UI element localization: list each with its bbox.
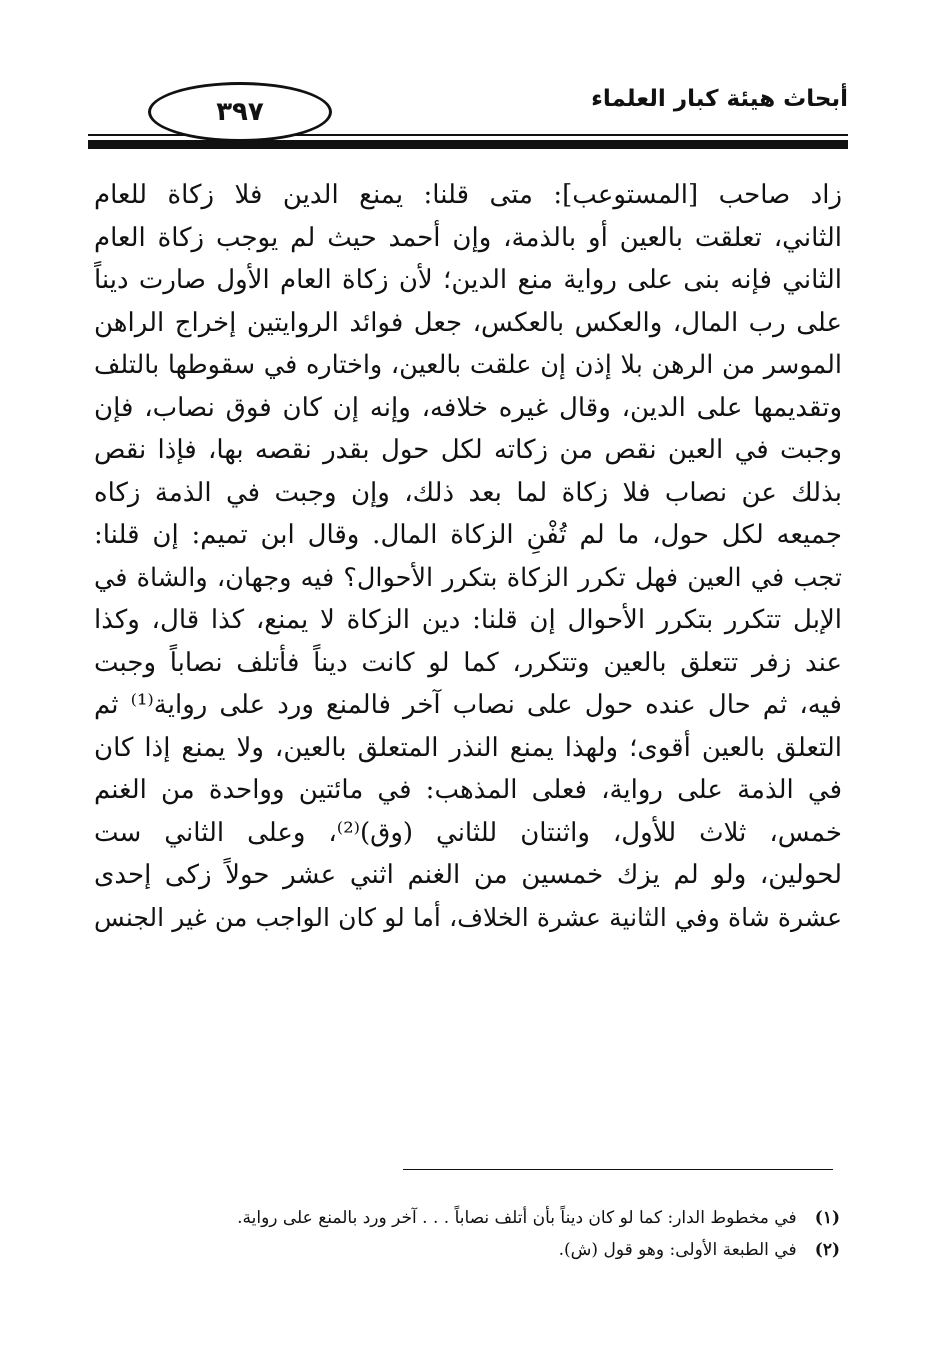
text-line: بذلك عن نصاب فلا زكاة لما بعد ذلك، وإن وجبت في الذمة زكاه [94,477,842,508]
text-line: عند زفر تتعلق بالعين وتتكرر، كما لو كانت ديناً فأتلف نصاباً وجبت [94,647,842,678]
footnote-marker: (٢) [814,1240,840,1260]
page-number-oval [148,82,332,142]
text-line: عشرة شاة وفي الثانية عشرة الخلاف، أما لو كان الواجب من غير الجنس [94,902,842,932]
text-line: على رب المال، والعكس بالعكس، جعل فوائد الروايتين إخراج الراهن [94,307,842,338]
text-line: التعلق بالعين أقوى؛ ولهذا يمنع النذر المتعلق بالعين، ولا يمنع إذا كان [94,732,842,763]
body-text [94,174,842,939]
header-rule-thick [88,140,848,149]
footnote-1 [160,1202,840,1234]
text-line: الثاني فإنه بنى على رواية منع الدين؛ لأن زكاة العام الأول صارت ديناً [94,265,842,295]
footnote-2 [160,1234,840,1266]
text-line: الموسر من الرهن بلا إذن إن علقت بالعين، واختاره في سقوطها بالتلف [94,350,842,380]
footnote-marker: (١) [814,1208,840,1228]
footnote-separator [403,1169,833,1170]
text-line: زاد صاحب [المستوعب]: متى قلنا: يمنع الدين فلا زكاة للعام [94,180,842,210]
footnote-text: في الطبعة الأولى: وهو قول (ش). [558,1240,797,1260]
text-line: في الذمة على رواية، فعلى المذهب: في مائتين وواحدة من الغنم [94,775,842,805]
text-line: الثاني، تعلقت بالعين أو بالذمة، وإن أحمد حيث لم يوجب زكاة العام [94,222,842,253]
page-number: ٣٩٧ [216,97,264,127]
footnote-text: في مخطوط الدار: كما لو كان ديناً بأن أتلف نصاباً . . . آخر ورد بالمنع على رواية. [237,1208,797,1228]
page-header [88,78,848,154]
text-line: فيه، ثم حال عنده حول على نصاب آخر فالمنع ورد على رواية⁽¹⁾ ثم [94,690,842,720]
text-line: وتقديمها على الدين، وقال غيره خلافه، وإنه إن كان فوق نصاب، فإن [94,392,842,423]
text-line: جميعه لكل حول، ما لم تُفْنِ الزكاة المال. وقال ابن تميم: إن قلنا: [94,520,842,550]
footnotes [160,1202,840,1266]
text-line: خمس، ثلاث للأول، واثنتان للثاني (وق)⁽²⁾، وعلى الثاني ست [94,817,842,848]
text-line: تجب في العين فهل تكرر الزكاة بتكرر الأحوال؟ فيه وجهان، والشاة في [94,562,842,593]
text-line: الإبل تتكرر بتكرر الأحوال إن قلنا: دين الزكاة لا يمنع، كذا قال، وكذا [94,605,842,635]
text-line: لحولين، ولو لم يزك خمسين من الغنم اثني عشر حولاً زكى إحدى [94,860,842,890]
running-title: أبحاث هيئة كبار العلماء [591,86,848,112]
text-line: وجبت في العين نقص من زكاته لكل حول بقدر نقصه بها، فإذا نقص [94,435,842,465]
